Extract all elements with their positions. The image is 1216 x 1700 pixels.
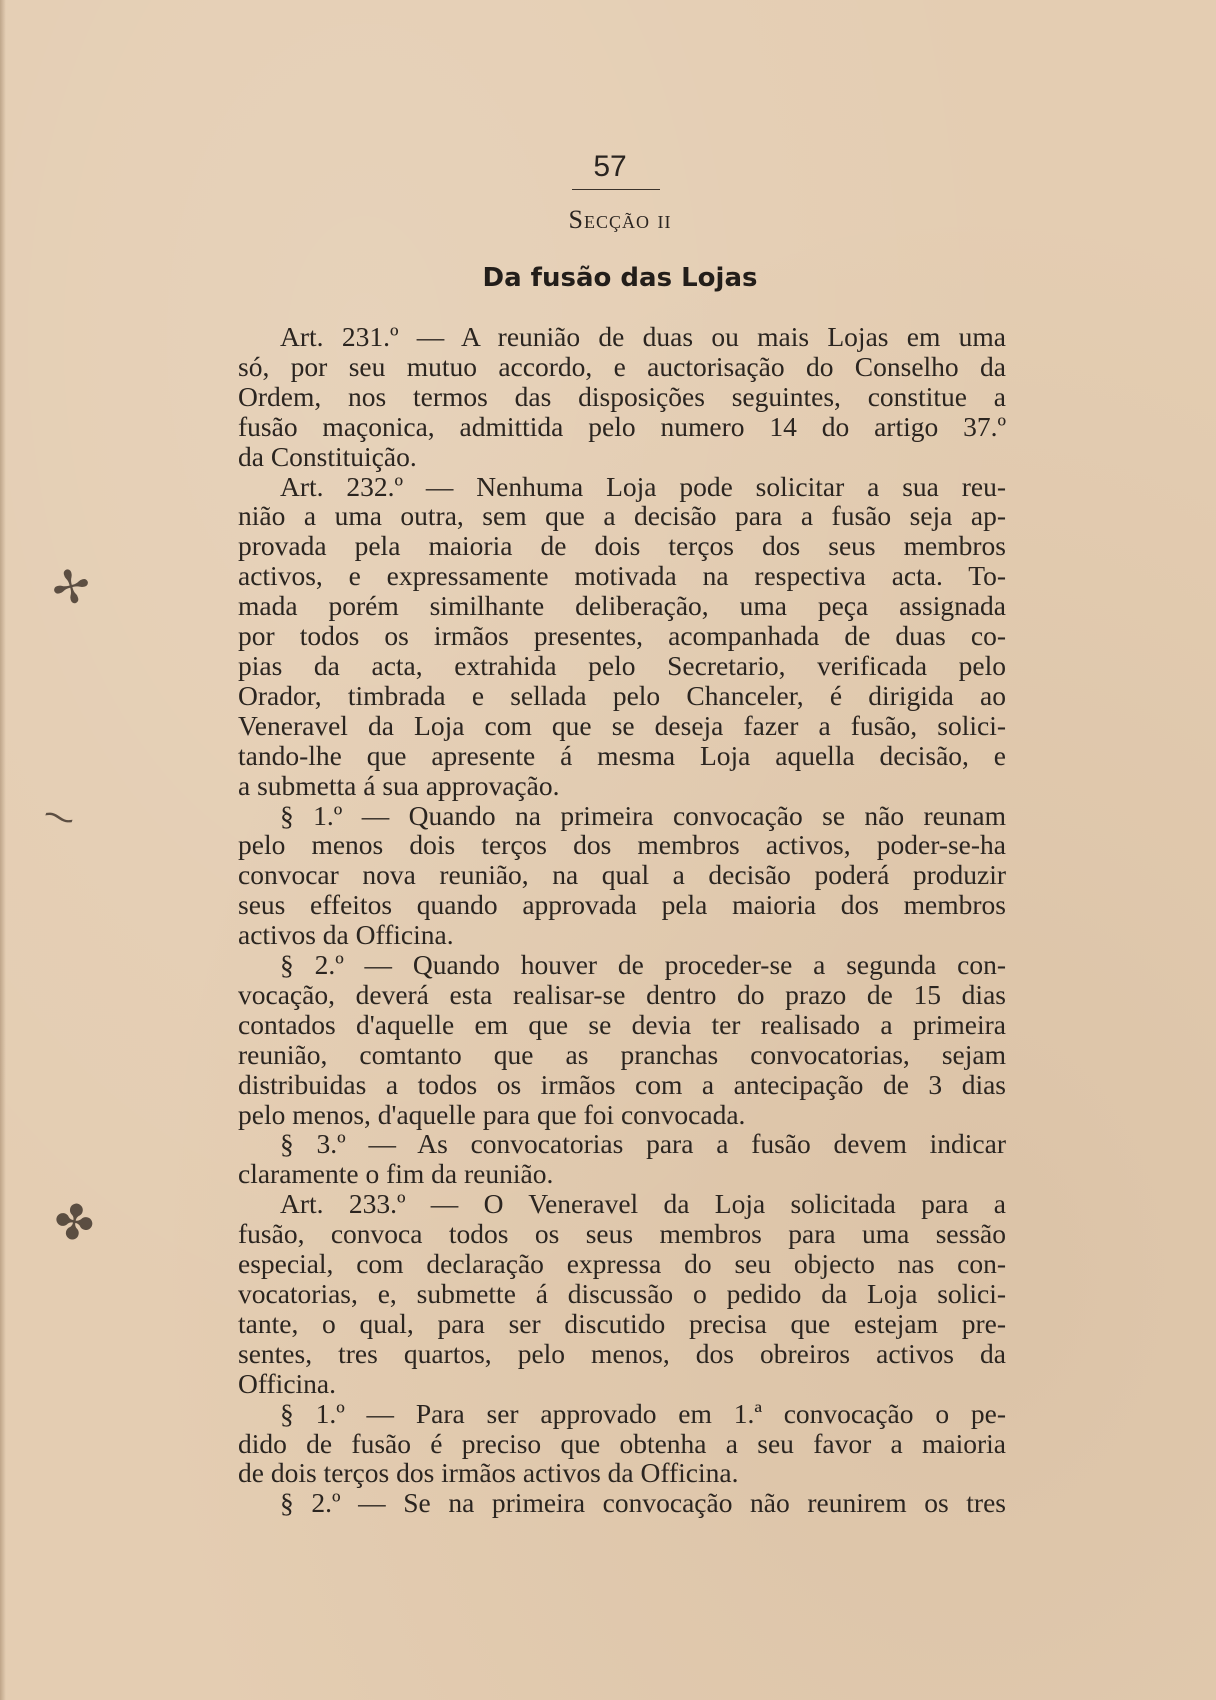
- text-line: activos, e expressamente motivada na respectiva acta. To-: [238, 560, 1006, 592]
- text-line: § 1.º — Quando na primeira convocação se não reunam: [280, 799, 1006, 831]
- text-line: Officina.: [238, 1367, 336, 1399]
- text-line: § 1.º — Para ser approvado em 1.ª convocação o pe-: [280, 1397, 1006, 1429]
- text-line: dido de fusão é preciso que obtenha a seu favor a maioria: [238, 1427, 1006, 1459]
- text-line: vocatorias, e, submette á discussão o pedido da Loja solici-: [238, 1278, 1006, 1309]
- ornament-mark-upper-icon: ✢: [45, 555, 97, 619]
- text-line: Art. 233.º — O Veneravel da Loja solicitada para a: [280, 1188, 1006, 1220]
- ornament-mark-middle-icon: ⁓: [38, 795, 80, 840]
- text-line: Orador, timbrada e sellada pelo Chanceler, é dirigida ao: [238, 679, 1006, 711]
- text-line: seus effeitos quando approvada pela maioria dos membros: [238, 889, 1006, 921]
- chapter-title: Da fusão das Lojas: [482, 263, 758, 293]
- text-line: activos da Officina.: [238, 919, 454, 951]
- text-line: provada pela maioria de dois terços dos seus membros: [238, 530, 1006, 562]
- text-line: sentes, tres quartos, pelo menos, dos obreiros activos da: [238, 1337, 1006, 1369]
- section-heading: Secção ii: [568, 205, 672, 234]
- text-line: Art. 231.º — A reunião de duas ou mais Lojas em uma: [280, 321, 1006, 352]
- text-line: contados d'aquelle em que se devia ter realisado a primeira: [238, 1008, 1006, 1040]
- text-line: § 2.º — Quando houver de proceder-se a segunda con-: [280, 949, 1006, 981]
- text-line: por todos os irmãos presentes, acompanhada de duas co-: [238, 620, 1006, 652]
- text-line: fusão maçonica, admittida pelo numero 14 do artigo 37.º: [238, 410, 1006, 442]
- text-line: fusão, convoca todos os seus membros para uma sessão: [238, 1218, 1006, 1250]
- text-line: tando-lhe que apresente á mesma Loja aquella decisão, e: [238, 739, 1006, 771]
- text-line: nião a uma outra, sem que a decisão para a fusão seja ap-: [238, 500, 1006, 532]
- text-line: convocar nova reunião, na qual a decisão poderá produzir: [238, 859, 1006, 891]
- text-line: Veneravel da Loja com que se deseja fazer a fusão, solici-: [238, 709, 1006, 741]
- page-edge-shadow: [0, 0, 6, 1700]
- text-line: a submetta á sua approvação.: [238, 769, 560, 801]
- ornament-mark-lower-icon: ✤: [49, 1191, 99, 1255]
- text-line: Art. 232.º — Nenhuma Loja pode solicitar a sua reu-: [280, 470, 1006, 502]
- text-line: § 2.º — Se na primeira convocação não reunirem os tres: [280, 1487, 1006, 1519]
- text-line: reunião, comtanto que as pranchas convocatorias, sejam: [238, 1038, 1006, 1070]
- text-line: vocação, deverá esta realisar-se dentro do prazo de 15 dias: [238, 978, 1006, 1010]
- page-number: 57: [593, 150, 627, 183]
- text-line: da Constituição.: [238, 440, 417, 472]
- body-text: [238, 322, 1006, 1518]
- text-line: mada porém similhante deliberação, uma peça assignada: [238, 590, 1006, 622]
- text-line: de dois terços dos irmãos activos da Officina.: [238, 1457, 739, 1489]
- text-line: pelo menos, d'aquelle para que foi convocada.: [238, 1098, 746, 1130]
- text-line: tante, o qual, para ser discutido precisa que estejam pre-: [238, 1307, 1006, 1339]
- text-line: Ordem, nos termos das disposições seguintes, constitue a: [238, 380, 1006, 412]
- page-number-rule: [572, 189, 660, 190]
- text-line: pelo menos dois terços dos membros activos, poder-se-ha: [238, 829, 1006, 861]
- text-line: especial, com declaração expressa do seu objecto nas con-: [238, 1248, 1006, 1280]
- text-line: só, por seu mutuo accordo, e auctorisação do Conselho da: [238, 350, 1006, 382]
- text-line: § 3.º — As convocatorias para a fusão devem indicar: [280, 1128, 1006, 1160]
- text-line: claramente o fim da reunião.: [238, 1158, 554, 1190]
- text-line: pias da acta, extrahida pelo Secretario, verificada pelo: [238, 649, 1006, 681]
- text-line: distribuidas a todos os irmãos com a antecipação de 3 dias: [238, 1068, 1006, 1100]
